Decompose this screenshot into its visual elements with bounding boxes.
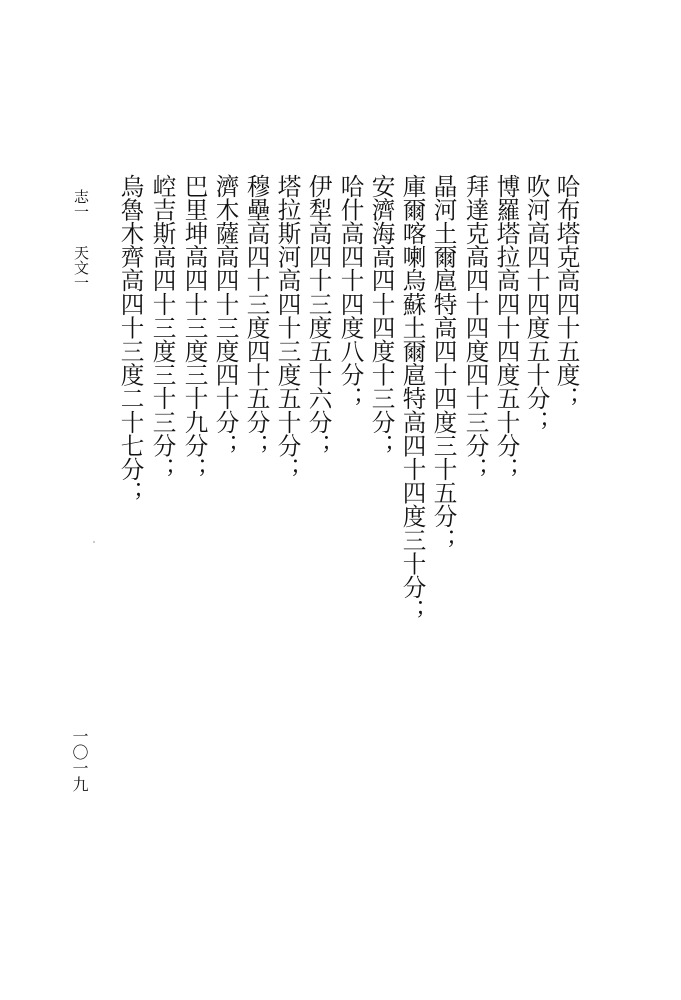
entry-hab-taqi: 哈布塔克高四十五度； <box>552 174 581 410</box>
entry-baidak: 拜達克高四十四度四十三分； <box>461 174 490 481</box>
entry-urumqi: 烏魯木齊高四十三度二十七分； <box>116 174 145 505</box>
entry-hash: 哈什高四十四度八分； <box>336 174 365 410</box>
entry-jimusa: 濟木薩高四十三度四十分； <box>211 174 240 458</box>
entry-kunges: 崆吉斯高四十三度三十三分； <box>148 174 177 481</box>
entry-anjihai: 安濟海高四十四度十三分； <box>367 174 396 458</box>
entry-chui-river: 吹河高四十四度五十分； <box>522 174 551 434</box>
page-number: 一〇一九 <box>70 728 89 792</box>
paper-speck <box>93 541 95 543</box>
entry-kur-kara-usu-torghut: 庫爾喀喇烏蘇土爾扈特高四十四度三十分； <box>398 174 427 623</box>
running-head-section: 天文一 <box>72 245 90 290</box>
entry-mulei: 穆壘高四十三度四十五分； <box>242 174 271 458</box>
running-head-volume: 志一 <box>72 189 90 219</box>
entry-ili: 伊犁高四十三度五十六分； <box>304 174 333 458</box>
entry-jing-river-torghut: 晶河土爾扈特高四十四度三十五分； <box>429 174 458 552</box>
entry-boro-tala: 博羅塔拉高四十四度五十分； <box>492 174 521 481</box>
entry-barkol: 巴里坤高四十三度三十九分； <box>180 174 209 481</box>
entry-talas-river: 塔拉斯河高四十三度五十分； <box>273 174 302 481</box>
